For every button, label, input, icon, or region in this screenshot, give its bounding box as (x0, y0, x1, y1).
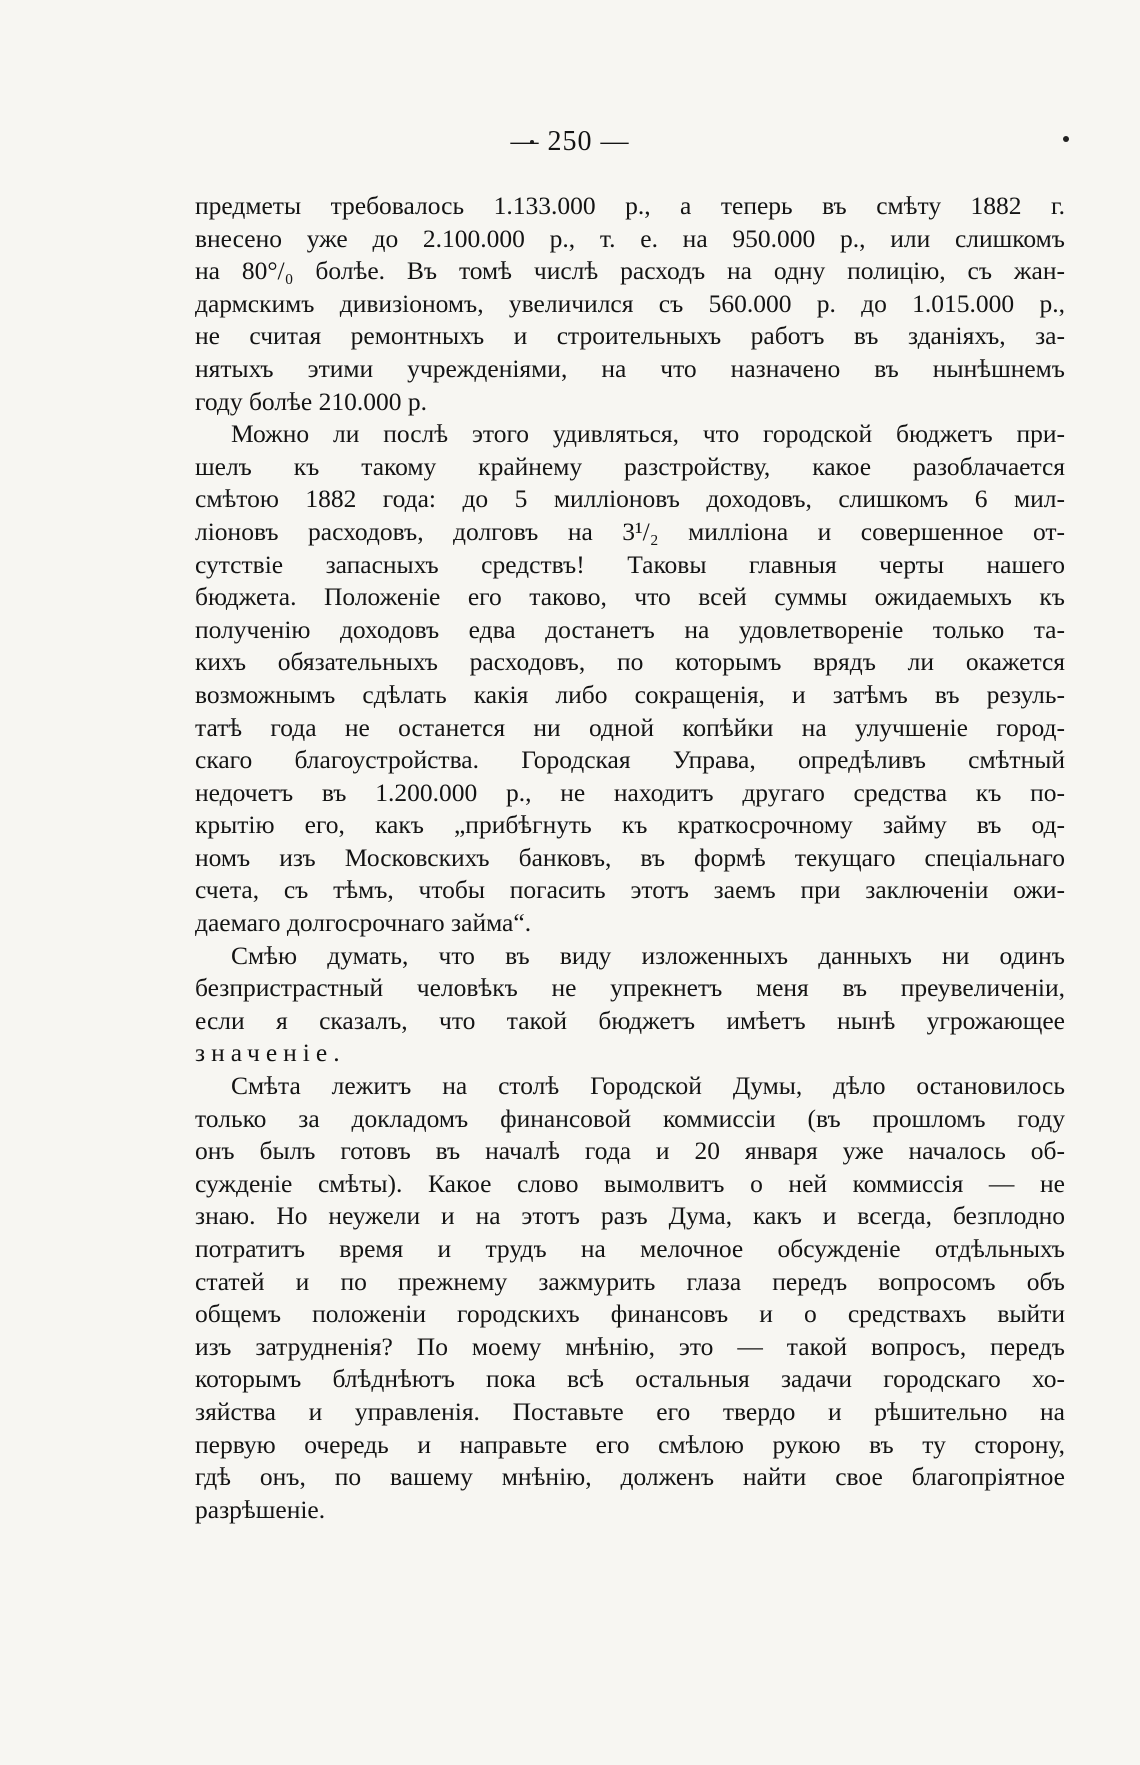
text-line: безпристрастный человѣкъ не упрекнетъ меня въ преувеличеніи, (195, 973, 1065, 1003)
text-line: дармскимъ дивизіономъ, увеличился съ 560.000 р. до 1.015.000 р., (195, 288, 1065, 318)
text-line: изъ затрудненія? По моему мнѣнію, это — такой вопросъ, передъ (195, 1331, 1065, 1361)
text-line: потратитъ время и трудъ на мелочное обсужденіе отдѣльныхъ (195, 1234, 1065, 1263)
text-line: сужденіе смѣты). Какое слово вымолвитъ о ней коммиссія — не (195, 1168, 1065, 1198)
ink-speck (1063, 136, 1069, 142)
text-line: недочетъ въ 1.200.000 р., не находитъ другаго средства къ по- (195, 777, 1065, 807)
text-line: нятыхъ этими учрежденіями, на что назначено въ нынѣшнемъ (195, 353, 1065, 383)
page-number: — 250 — (510, 126, 630, 157)
text-line: скаго благоустройства. Городская Управа, опредѣливъ смѣтный (195, 745, 1065, 775)
text-line: общемъ положеніи городскихъ финансовъ и о средствахъ выйти (195, 1299, 1065, 1329)
paragraph (195, 190, 1065, 418)
text-line: шелъ къ такому крайнему разстройству, какое разоблачается (195, 451, 1065, 481)
text-line: разрѣшеніе. (195, 1494, 326, 1524)
text-line: значеніе. (195, 1038, 346, 1068)
text-line: гдѣ онъ, по вашему мнѣнію, долженъ найти свое благопріятное (195, 1462, 1065, 1492)
text-line: Смѣта лежитъ на столѣ Городской Думы, дѣло остановилось (231, 1071, 1065, 1101)
paragraph (195, 1070, 1065, 1526)
text-line: первую очередь и направьте его смѣлою рукою въ ту сторону, (195, 1429, 1065, 1459)
text-line: которымъ блѣднѣютъ пока всѣ остальныя задачи городскаго хо- (195, 1364, 1065, 1394)
text-line: знаю. Но неужели и на этотъ разъ Дума, какъ и всегда, безплодно (195, 1201, 1065, 1231)
text-line: не считая ремонтныхъ и строительныхъ работъ въ зданіяхъ, за- (195, 321, 1065, 351)
text-line: возможнымъ сдѣлать какія либо сокращенія, и затѣмъ въ резуль- (195, 679, 1065, 709)
text-line: даемаго долгосрочнаго займа“. (195, 908, 532, 938)
text-line: онъ былъ готовъ въ началѣ года и 20 января уже началось об- (195, 1136, 1065, 1166)
text-line: татѣ года не останется ни одной копѣйки на улучшеніе город- (195, 712, 1065, 742)
text-line: номъ изъ Московскихъ банковъ, въ формѣ текущаго спеціальнаго (195, 842, 1065, 872)
text-line: крытію его, какъ „прибѣгнуть къ краткосрочному займу въ од- (195, 810, 1065, 840)
text-line: сутствіе запасныхъ средствъ! Таковы главныя черты нашего (195, 549, 1065, 579)
paragraph (195, 418, 1065, 940)
text-line: бюджета. Положеніе его таково, что всей суммы ожидаемыхъ къ (195, 582, 1065, 612)
text-line: только за докладомъ финансовой коммиссіи (въ прошломъ году (195, 1103, 1065, 1133)
text-line: ліоновъ расходовъ, долговъ на 3¹/₂ милліона и совершенное от- (195, 516, 1065, 546)
paragraph (195, 940, 1065, 1070)
text-line: предметы требовалось 1.133.000 р., а теперь въ смѣту 1882 г. (195, 191, 1065, 220)
body-text (195, 190, 1065, 1526)
text-line: внесено уже до 2.100.000 р., т. е. на 950.000 р., или слишкомъ (195, 223, 1065, 253)
text-line: смѣтою 1882 года: до 5 милліоновъ доходовъ, слишкомъ 6 мил- (195, 484, 1065, 514)
text-line: если я сказалъ, что такой бюджетъ имѣетъ нынѣ угрожающее (195, 1005, 1065, 1035)
text-line: Можно ли послѣ этого удивляться, что городской бюджетъ при- (231, 419, 1065, 449)
text-line: кихъ обязательныхъ расходовъ, по которымъ врядъ ли окажется (195, 647, 1065, 677)
text-line: счета, съ тѣмъ, чтобы погасить этотъ заемъ при заключеніи ожи- (195, 875, 1065, 905)
text-line: полученію доходовъ едва достанетъ на удовлетвореніе только та- (195, 614, 1065, 644)
text-line: году болѣе 210.000 р. (195, 386, 427, 416)
text-line: Смѣю думать, что въ виду изложенныхъ данныхъ ни одинъ (231, 940, 1065, 970)
text-line: на 80°/₀ болѣе. Въ томѣ числѣ расходъ на одну полицію, съ жан- (195, 256, 1065, 286)
text-line: зяйства и управленія. Поставьте его твердо и рѣшительно на (195, 1396, 1065, 1426)
text-line: статей и по прежнему зажмурить глаза передъ вопросомъ объ (195, 1266, 1065, 1296)
